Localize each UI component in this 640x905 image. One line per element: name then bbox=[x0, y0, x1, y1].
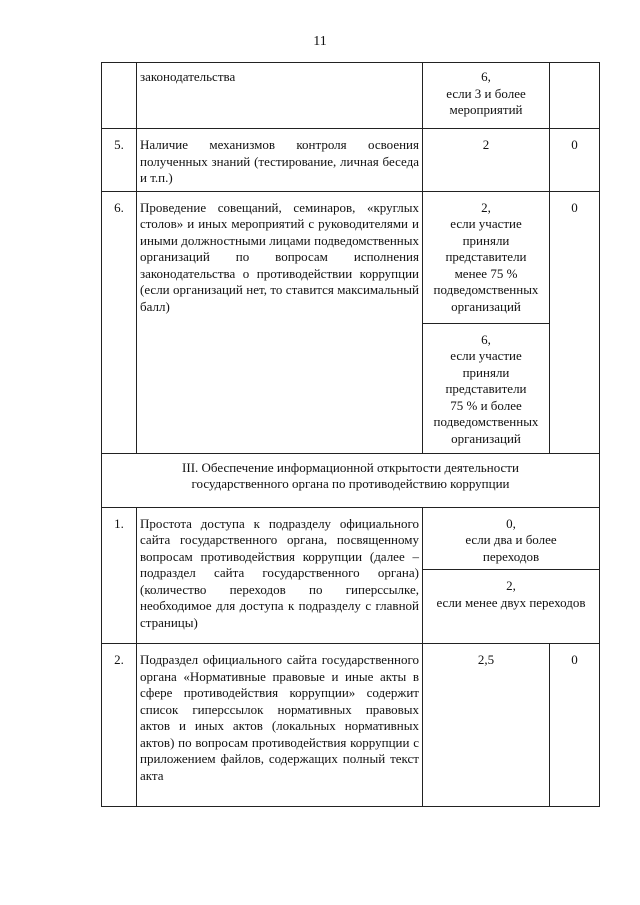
assigned-score: 0 bbox=[550, 191, 600, 453]
criterion-text: Наличие механизмов контроля освоения полученных знаний (тестирование, личная беседа и т.п.) bbox=[137, 129, 423, 192]
criterion-text: Проведение совещаний, семинаров, «круглых столов» и иных мероприятий с руководителями и иными должностными лицами подведомственных организаций по вопросам исполнения законодательства о противодействии коррупции (если организаций нет, то ставится максимальный балл) bbox=[137, 191, 423, 453]
criterion-text: Простота доступа к подразделу официального сайта государственного органа, посвященному вопросам противодействия коррупции (далее – подраздел сайта государственного органа) (количество переходов по гиперссылке, необходимое для доступа к подразделу с главной страницы) bbox=[137, 507, 423, 644]
score-condition: 0, если два и более переходов bbox=[423, 507, 600, 570]
score-condition: 2, если менее двух переходов bbox=[423, 570, 600, 644]
table-row bbox=[102, 129, 600, 192]
row-number: 5. bbox=[102, 129, 137, 192]
assigned-score: 0 bbox=[550, 644, 600, 807]
assigned-score: 0 bbox=[550, 129, 600, 192]
criterion-text: законодательства bbox=[137, 63, 423, 129]
row-number bbox=[102, 63, 137, 129]
page-number: 11 bbox=[313, 34, 327, 49]
score-condition: 2 bbox=[423, 129, 550, 192]
row-number: 6. bbox=[102, 191, 137, 453]
row-number: 1. bbox=[102, 507, 137, 644]
score-condition: 2,5 bbox=[423, 644, 550, 807]
score-condition: 2, если участие приняли представители менее 75 % подведомственных организаций bbox=[423, 191, 550, 323]
table-row bbox=[102, 63, 600, 129]
table-row bbox=[102, 644, 600, 807]
section-heading: III. Обеспечение информационной открытости деятельности государственного органа по противодействию коррупции bbox=[102, 453, 600, 507]
score-condition: 6, если участие приняли представители 75 % и более подведомственных организаций bbox=[423, 323, 550, 453]
score-condition: 6, если 3 и более мероприятий bbox=[423, 63, 550, 129]
table-row bbox=[102, 507, 600, 570]
section-row bbox=[102, 453, 600, 507]
criteria-table bbox=[101, 62, 600, 807]
row-number: 2. bbox=[102, 644, 137, 807]
table-row bbox=[102, 191, 600, 323]
criterion-text: Подраздел официального сайта государственного органа «Нормативные правовые и иные акты в сфере противодействия коррупции» содержит список гиперссылок нормативных правовых актов и иных актов (локальных нормативных актов) по вопросам противодействия коррупции с приложением файлов, содержащих полный текст акта bbox=[137, 644, 423, 807]
assigned-score bbox=[550, 63, 600, 129]
